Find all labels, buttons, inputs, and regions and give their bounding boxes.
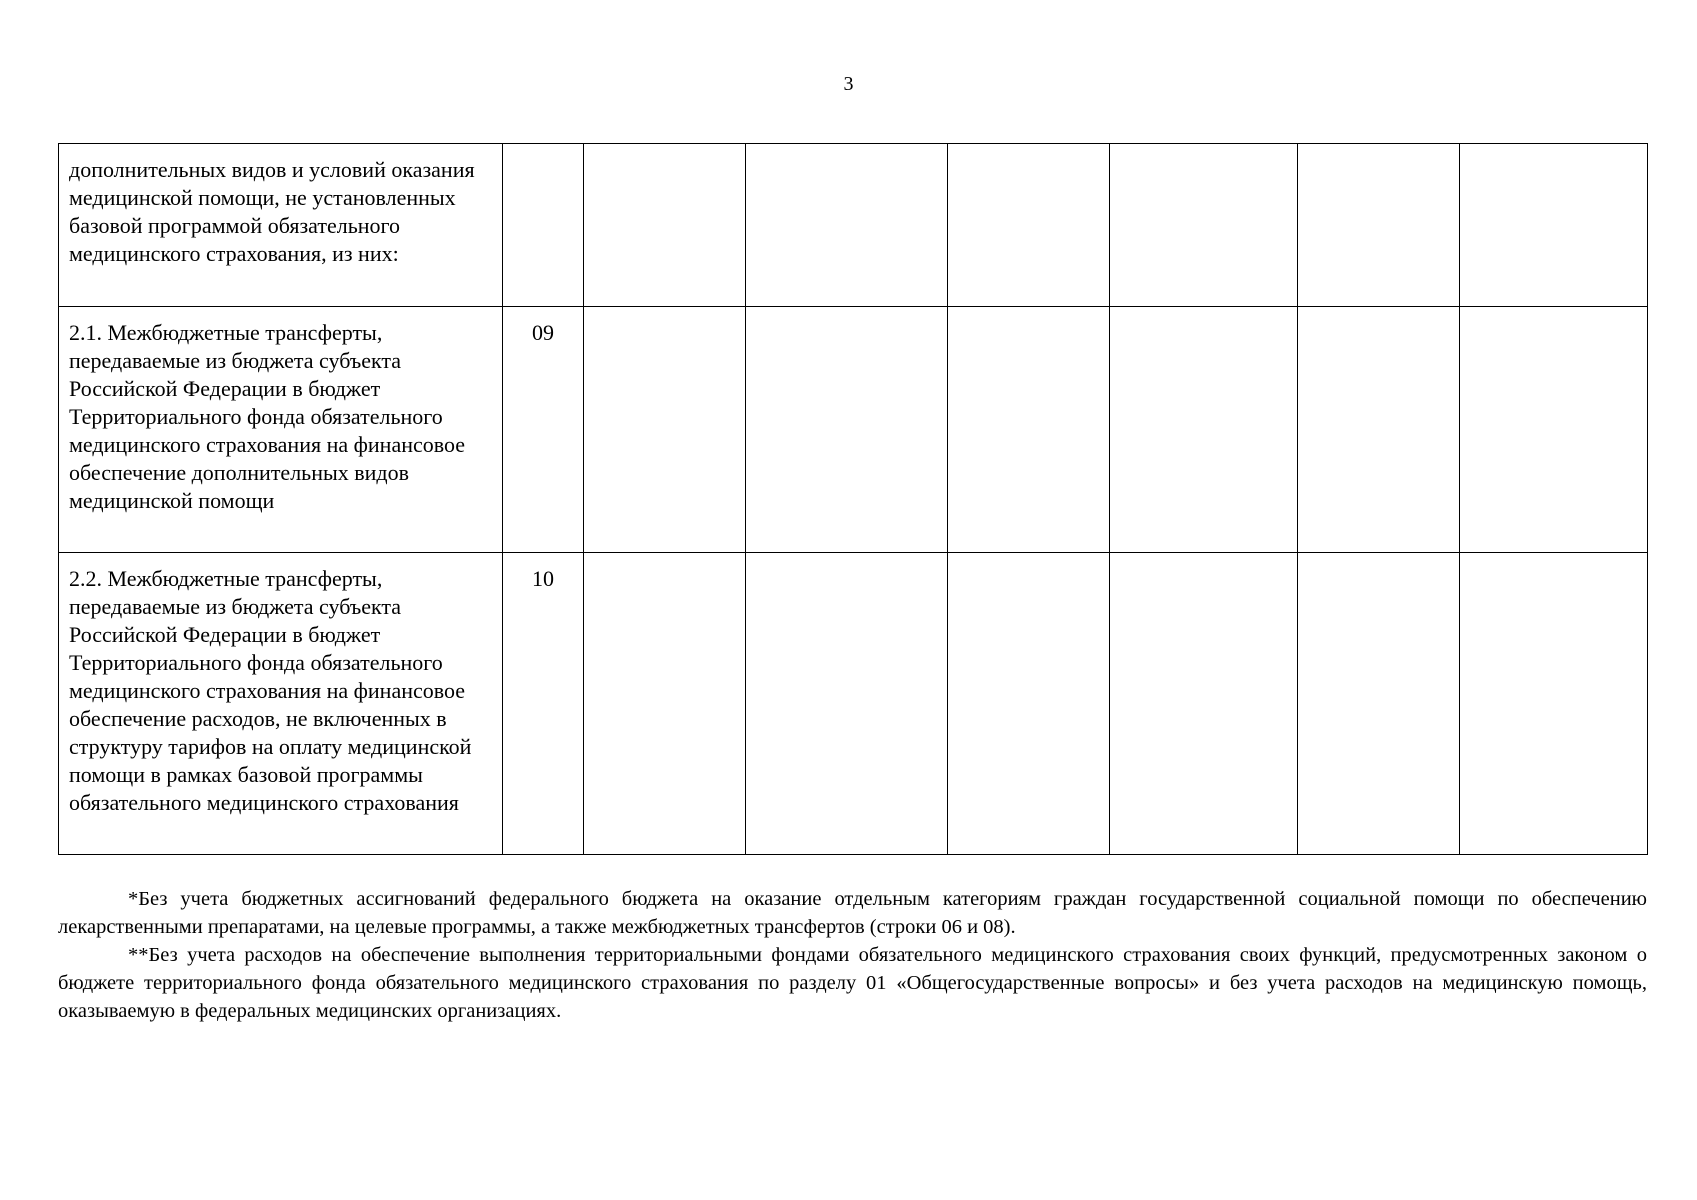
footnote-2: **Без учета расходов на обеспечение выполнения территориальными фондами обязательного медицинского страхования своих функций, предусмотренных законом о бюджете территориального фонда обязательного медицинского страхования по разделу 01 «Общегосударственные вопросы» и без учета расходов на медицинскую помощь, оказываемую в федеральных медицинских организациях. <box>58 944 1647 1022</box>
table-row <box>59 144 1648 307</box>
table-cell <box>948 144 1110 307</box>
table-cell <box>1110 307 1298 553</box>
table-cell <box>584 553 746 855</box>
data-table <box>58 143 1648 855</box>
footnote-1: *Без учета бюджетных ассигнований федерального бюджета на оказание отдельным категориям граждан государственной социальной помощи по обеспечению лекарственными препаратами, на целевые программы, а также межбюджетных трансфертов (строки 06 и 08). <box>58 888 1647 938</box>
row-code: 09 <box>503 307 584 553</box>
row-description: 2.2. Межбюджетные трансферты, передаваемые из бюджета субъекта Российской Федерации в бюджет Территориального фонда обязательного медицинского страхования на финансовое обеспечение расходов, не включенных в структуру тарифов на оплату медицинской помощи в рамках базовой программы обязательного медицинского страхования <box>59 553 503 855</box>
table-cell <box>1460 307 1648 553</box>
table-cell <box>746 144 948 307</box>
table-cell <box>1110 144 1298 307</box>
table-cell <box>746 553 948 855</box>
row-code: 10 <box>503 553 584 855</box>
table-cell <box>584 307 746 553</box>
table-cell <box>746 307 948 553</box>
footnotes <box>58 885 1647 1025</box>
table-row <box>59 553 1648 855</box>
table-cell <box>1460 144 1648 307</box>
page-number: 3 <box>843 73 854 95</box>
table-cell <box>1460 553 1648 855</box>
row-description: 2.1. Межбюджетные трансферты, передаваемые из бюджета субъекта Российской Федерации в бюджет Территориального фонда обязательного медицинского страхования на финансовое обеспечение дополнительных видов медицинской помощи <box>59 307 503 553</box>
table-cell <box>948 553 1110 855</box>
table-row <box>59 307 1648 553</box>
row-code <box>503 144 584 307</box>
row-description: дополнительных видов и условий оказания медицинской помощи, не установленных базовой программой обязательного медицинского страхования, из них: <box>59 144 503 307</box>
table-cell <box>1110 553 1298 855</box>
table-cell <box>948 307 1110 553</box>
table-cell <box>1298 144 1460 307</box>
table-cell <box>584 144 746 307</box>
table-cell <box>1298 553 1460 855</box>
table-cell <box>1298 307 1460 553</box>
